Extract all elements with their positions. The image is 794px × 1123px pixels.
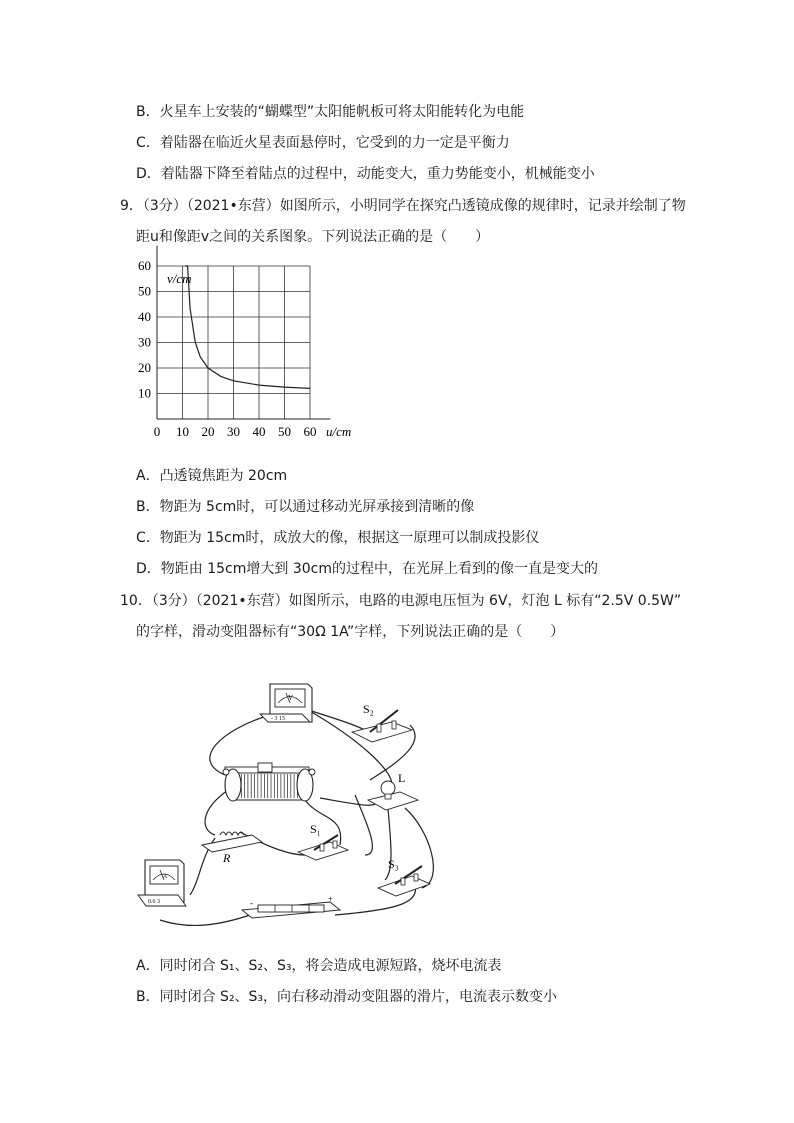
- chart-ticks: [138, 258, 317, 439]
- q10-option-b: B．同时闭合 S₂、S₃，向右移动滑动变阻器的滑片，电流表示数变小: [136, 989, 558, 1005]
- ammeter: [138, 860, 186, 906]
- y-axis-label: v/cm: [167, 271, 192, 286]
- resistor-r: [202, 832, 262, 865]
- switch-s2-label: S₂: [363, 702, 374, 716]
- q9-option-c: C．物距为 15cm时，成放大的像，根据这一原理可以制成投影仪: [136, 530, 540, 546]
- q9-option-a: A．凸透镜焦距为 20cm: [136, 468, 288, 484]
- y-tick-label: 40: [138, 309, 151, 324]
- q9-stem-line1: 9．（3分）（2021•东营）如图所示，小明同学在探究凸透镜成像的规律时，记录并绘制了物: [120, 198, 686, 214]
- lens-uv-chart: [130, 258, 370, 446]
- q10-stem-line2: 的字样，滑动变阻器标有“30Ω 1A”字样，下列说法正确的是（ ）: [136, 624, 565, 640]
- x-tick-label: 30: [227, 424, 240, 439]
- y-tick-label: 30: [138, 334, 151, 350]
- chart-grid: [157, 266, 310, 419]
- battery-pack: [242, 894, 340, 918]
- x-tick-label: 10: [176, 424, 189, 439]
- wire: [405, 808, 433, 888]
- ammeter-symbol: A: [163, 874, 168, 880]
- resistor-label: R: [223, 851, 231, 865]
- uv-curve: [185, 266, 310, 388]
- wire: [205, 790, 228, 835]
- y-tick-label: 20: [138, 360, 151, 375]
- x-tick-label: 50: [278, 424, 291, 439]
- x-tick-label: 40: [252, 424, 266, 439]
- voltmeter: [260, 684, 312, 722]
- x-tick-label: 60: [303, 424, 317, 439]
- rheostat: [223, 763, 315, 801]
- lamp-label: L: [398, 771, 406, 785]
- q8-option-b: B．火星车上安装的“蝴蝶型”太阳能帆板可将太阳能转化为电能: [136, 104, 525, 120]
- circuit-diagram: [130, 670, 460, 950]
- q8-option-d: D．着陆器下降至着陆点的过程中，动能变大，重力势能变小，机械能变小: [136, 166, 595, 182]
- wire: [320, 798, 378, 805]
- switch-s3-label: S₃: [388, 857, 399, 871]
- q10-option-a: A．同时闭合 S₁、S₂、S₃，将会造成电源短路，烧坏电流表: [136, 958, 502, 974]
- ammeter-terminal-labels: 0.6 3: [148, 899, 160, 905]
- q10-stem-line1: 10．（3分）（2021•东营）如图所示，电路的电源电压恒为 6V，灯泡 L 标有“2.5V 0.5W”: [120, 593, 682, 609]
- wire: [160, 915, 250, 925]
- q8-option-c: C．着陆器在临近火星表面悬停时，它受到的力一定是平衡力: [136, 135, 510, 151]
- voltmeter-symbol: V: [288, 694, 294, 702]
- y-tick-label: 10: [138, 385, 151, 401]
- x-axis-label: u/cm: [326, 424, 352, 439]
- voltmeter-terminal-labels: - 3 15: [271, 716, 285, 722]
- battery-plus-label: +: [328, 894, 334, 904]
- q9-option-b: B．物距为 5cm时，可以通过移动光屏承接到清晰的像: [136, 499, 475, 515]
- switch-s2: [352, 702, 412, 742]
- switch-s3: [378, 857, 430, 896]
- switch-s1-label: S₁: [310, 822, 321, 836]
- y-tick-label: 60: [138, 258, 151, 273]
- q9-option-d: D．物距由 15cm增大到 30cm的过程中，在光屏上看到的像一直是变大的: [136, 561, 598, 577]
- y-tick-label: 50: [138, 283, 151, 299]
- x-tick-label: 20: [201, 424, 215, 439]
- battery-minus-label: -: [250, 898, 253, 908]
- x-tick-label: 0: [153, 424, 161, 439]
- q9-stem-line2: 距u和像距v之间的关系图象。下列说法正确的是（ ）: [136, 229, 490, 245]
